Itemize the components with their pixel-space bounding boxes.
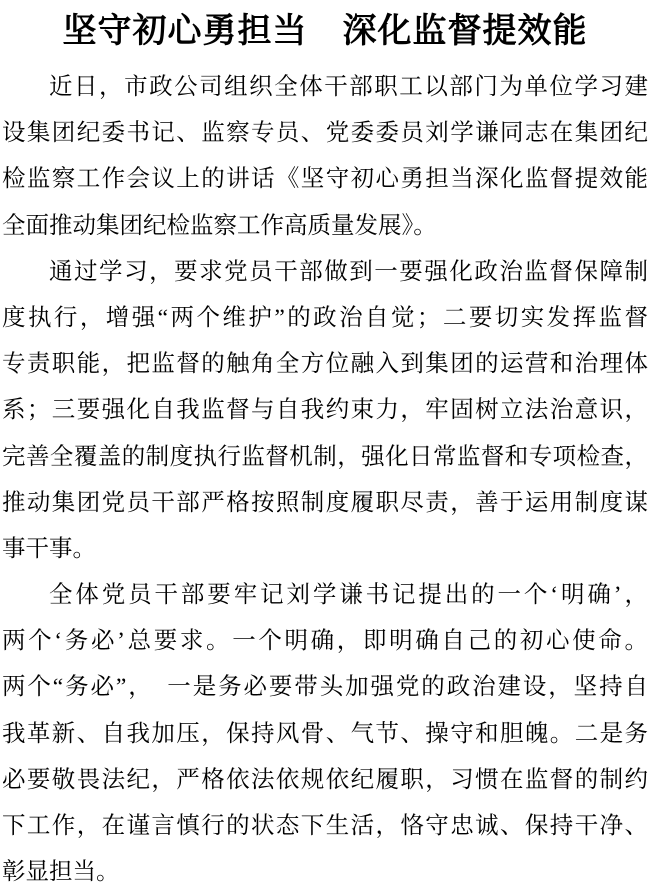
text-line: 两个“务必”， 一是务必要带头加强党的政治建设，坚持自 [2,674,648,701]
text-line: 下工作，在谨言慎行的状态下生活，恪守忠诚、保持干净、 [2,813,648,839]
text-line: 专责职能，把监督的触角全方位融入到集团的运营和治理体 [2,351,648,378]
document-title: 坚守初心勇担当 深化监督提效能 [62,13,588,50]
text-line: 必要敬畏法纪，严格依法依规依纪履职，习惯在监督的制约 [2,766,648,793]
text-line: 全体党员干部要牢记刘学谦书记提出的一个‘明确’， [49,582,648,609]
text-line: 近日，市政公司组织全体干部职工以部门为单位学习建 [49,74,648,100]
text-line: 完善全覆盖的制度执行监督机制，强化日常监督和专项检查， [2,443,648,470]
text-line: 系；三要强化自我监督与自我约束力，牢固树立法治意识， [2,397,648,424]
text-line: 检监察工作会议上的讲话《坚守初心勇担当深化监督提效能 [2,166,648,193]
text-line: 两个‘务必’总要求。一个明确，即明确自己的初心使命。 [2,628,648,655]
paragraph [2,249,648,572]
text-line: 事干事。 [2,535,96,562]
text-line: 我革新、自我加压，保持风骨、气节、操守和胆魄。二是务 [2,720,648,747]
paragraph [2,572,648,890]
document-body [0,64,650,890]
text-line: 通过学习，要求党员干部做到一要强化政治监督保障制 [49,258,648,285]
text-line: 全面推动集团纪检监察工作高质量发展》。 [2,212,437,239]
paragraph [2,64,648,249]
text-line: 推动集团党员干部严格按照制度履职尽责，善于运用制度谋 [2,489,648,516]
text-line: 彰显担当。 [2,859,120,886]
text-line: 度执行，增强“两个维护”的政治自觉；二要切实发挥监督 [2,304,648,331]
text-line: 设集团纪委书记、监察专员、党委委员刘学谦同志在集团纪 [2,120,648,147]
